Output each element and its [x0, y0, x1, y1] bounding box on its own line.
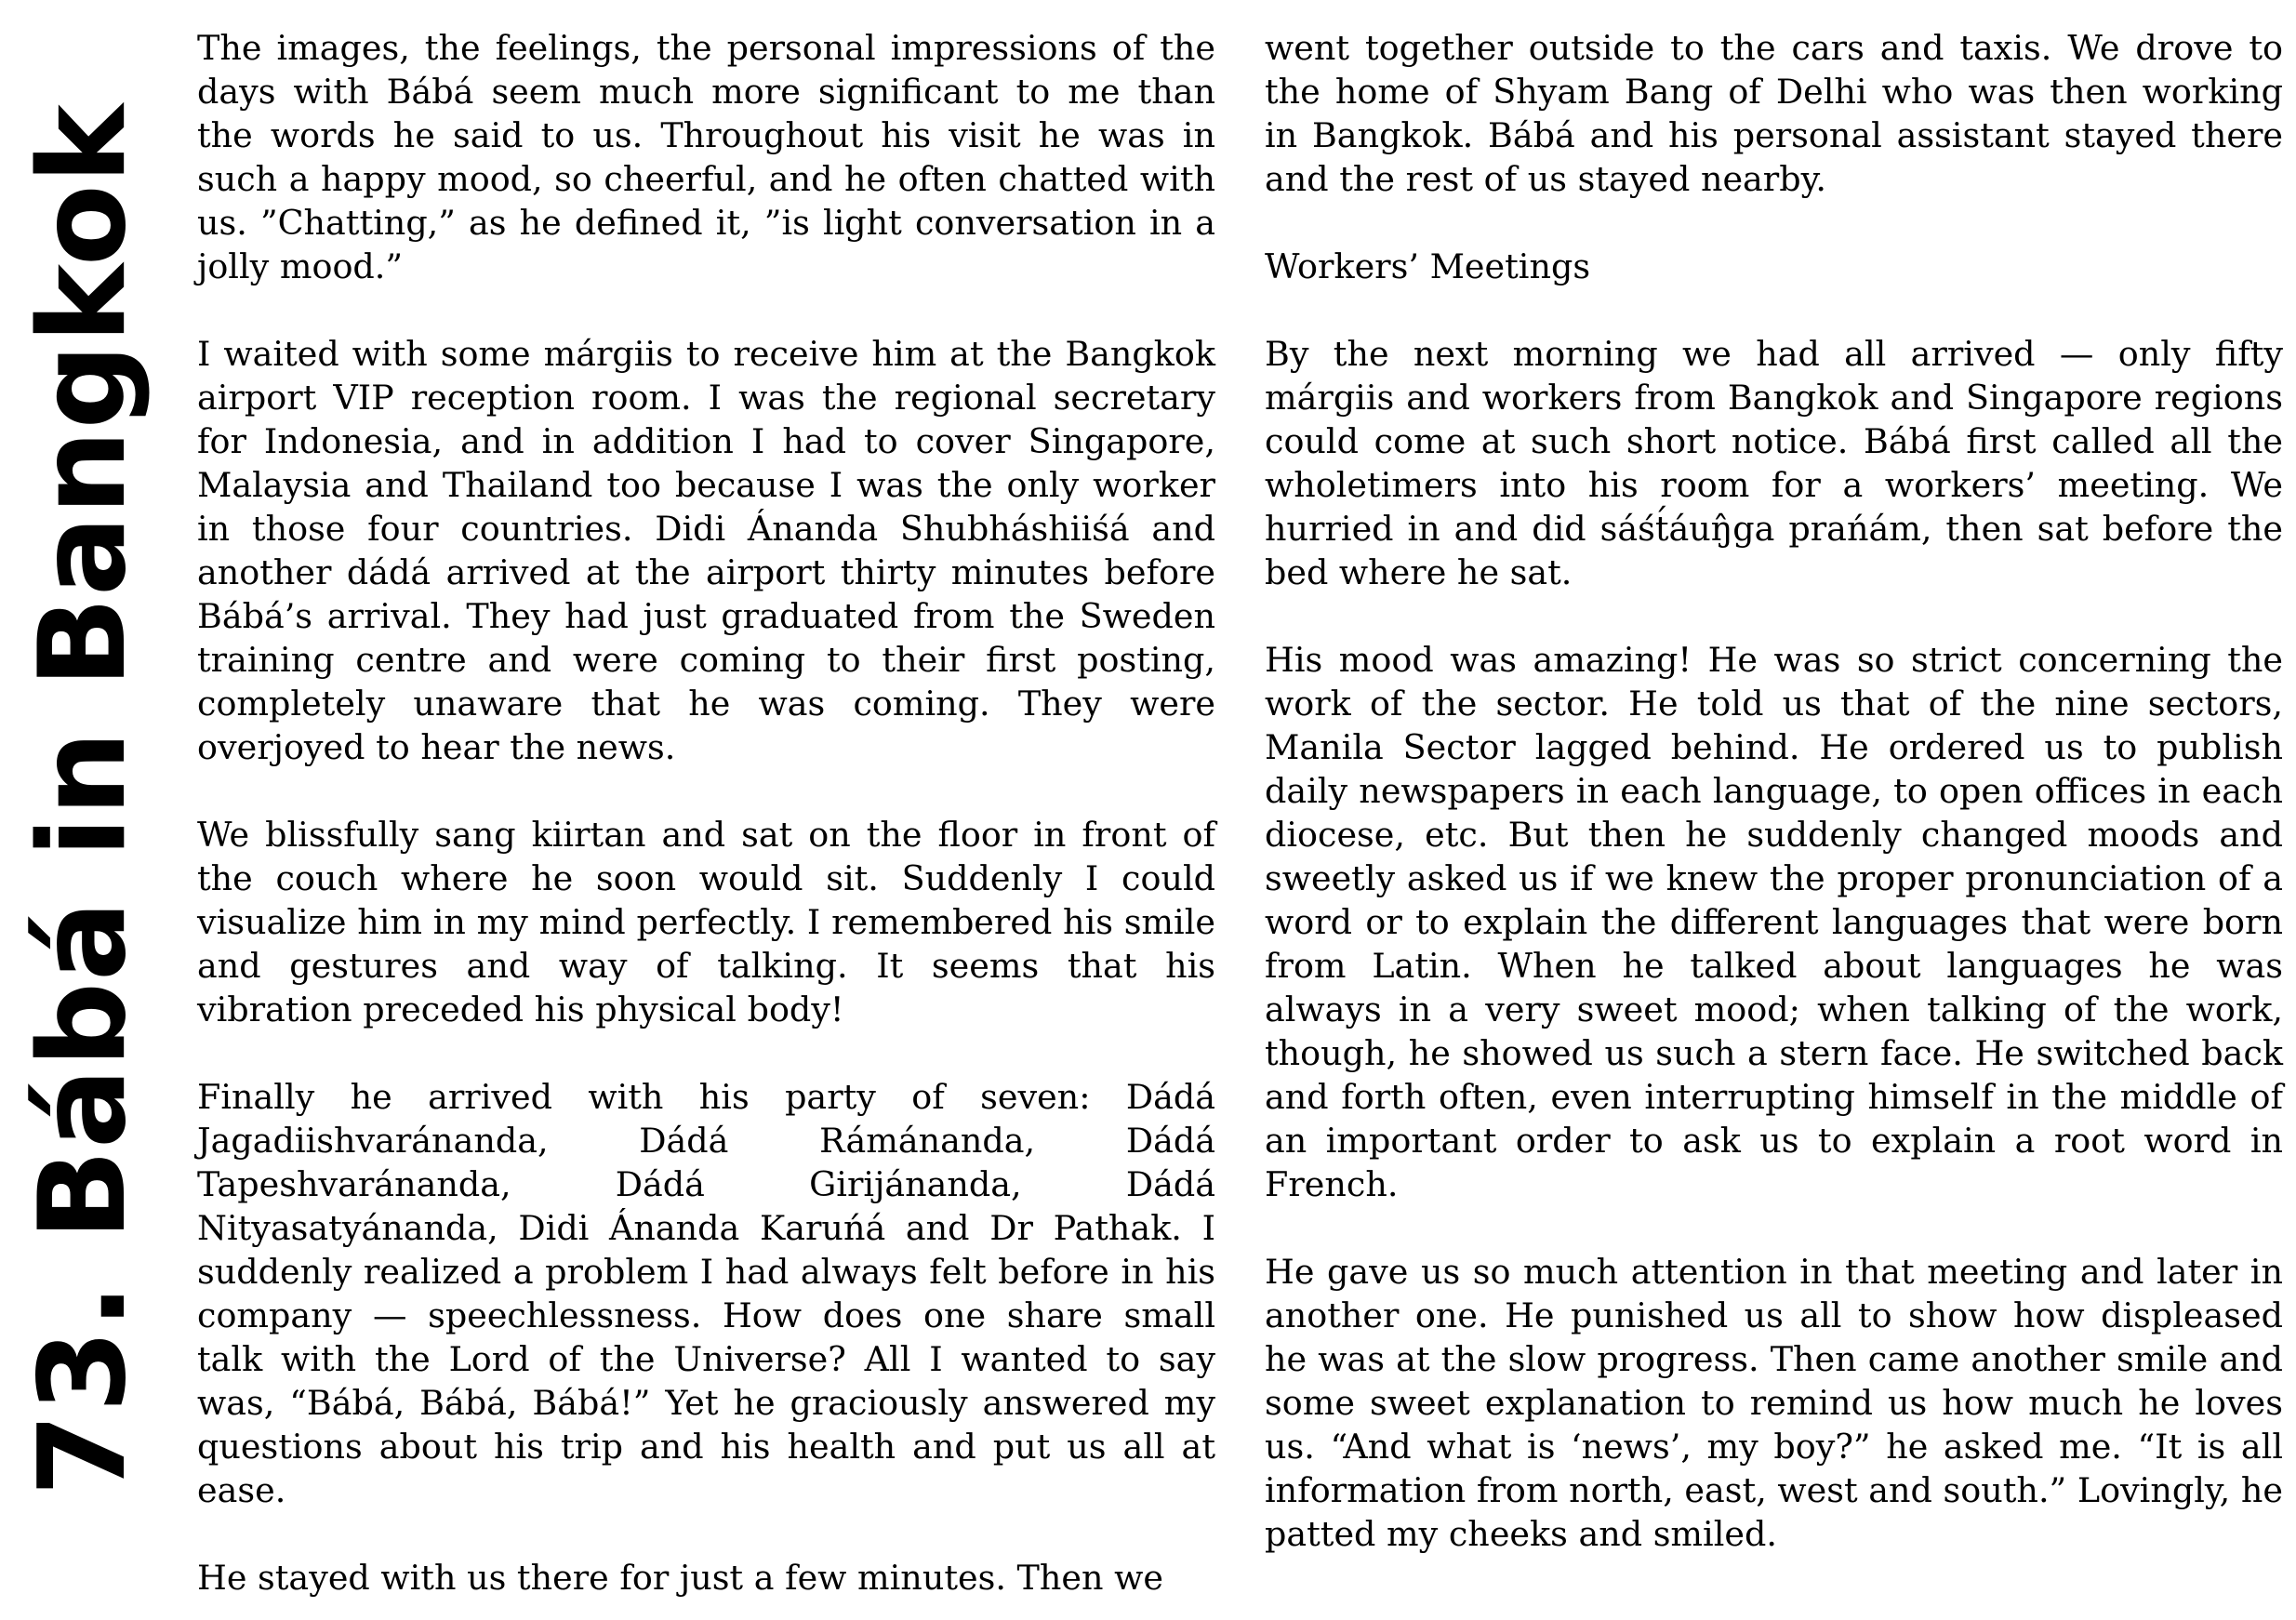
section-heading: Workers’ Meetings [1265, 246, 1591, 286]
paragraph-stayed: He stayed with us there for just a few minutes. Then we [197, 1558, 1163, 1598]
right-column [1265, 26, 2283, 1556]
paragraph-kiirtan: We blissfully sang kiirtan and sat on the floor in front of the couch where he soon would sit. Suddenly I could visualize him in my mind perfectly. I remembered his smile and gestures and way of talking. It seems that his vibration preceded his physical body! [197, 815, 1215, 1029]
chapter-title: 73. Bábá in Bangkok [14, 103, 153, 1496]
paragraph-attention: He gave us so much attention in that meeting and later in another one. He punished us all to show how displeased he was at the slow progress. Then came another smile and some sweet explanation to remind us how much he loves us. “And what is ‘news’, my boy?” he asked me. “It is all information from north, east, west and south.” Lovingly, he patted my cheeks and smiled. [1265, 1252, 2283, 1554]
paragraph-airport: I waited with some márgiis to receive him at the Bangkok airport VIP reception room. I was the regional secretary for Indonesia, and in addition I had to cover Singapore, Malaysia and Thailand too because I was the only worker in those four countries. Didi Ánanda Shubháshiiśá and another dádá arrived at the airport thirty minutes before Bábá’s arrival. They had just graduated from the Sweden training centre and were coming to their first posting, completely unaware that he was coming. They were overjoyed to hear the news. [197, 334, 1215, 767]
paragraph-next-morning: By the next morning we had all arrived — only fifty márgiis and workers from Bangkok and Singapore regions could come at such short notice. Bábá first called all the wholetimers into his room for a workers’ meeting. We hurried in and did sáśt́áuŋ̂ga prańám, then sat before the bed where he sat. [1265, 334, 2283, 592]
paragraph-continuation: went together outside to the cars and taxis. We drove to the home of Shyam Bang of Delhi who was then working in Bangkok. Bábá and his personal assistant stayed there and the rest of us stayed nearby. [1265, 28, 2283, 199]
paragraph-impressions: The images, the feelings, the personal impressions of the days with Bábá seem much more significant to me than the words he said to us. Throughout his visit he was in such a happy mood, so cheerful, and he often chatted with us. ”Chatting,” as he defined it, ”is light conversation in a jolly mood.” [197, 28, 1215, 286]
paragraph-arrival: Finally he arrived with his party of seven: Dádá Jagadiishvaránanda, Dádá Rámánanda, Dádá Tapeshvaránanda, Dádá Girijánanda, Dádá Nityasatyánanda, Didi Ánanda Karuńá and Dr Pathak. I suddenly realized a problem I had always felt before in his company — speechlessness. How does one share small talk with the Lord of the Universe? All I wanted to say was, “Bábá, Bábá, Bábá!” Yet he graciously answered my questions about his trip and his health and put us all at ease. [197, 1077, 1215, 1510]
left-column [197, 26, 1215, 1600]
paragraph-mood: His mood was amazing! He was so strict concerning the work of the sector. He told us that of the nine sectors, Manila Sector lagged behind. He ordered us to publish daily newspapers in each language, to open offices in each diocese, etc. But then he suddenly changed moods and sweetly asked us if we knew the proper pronunciation of a word or to explain the different languages that were born from Latin. When he talked about languages he was always in a very sweet mood; when talking of the work, though, he showed us such a stern face. He switched back and forth often, even interrupting himself in the middle of an important order to ask us to explain a root word in French. [1265, 640, 2283, 1204]
chapter-title-band [0, 0, 167, 1620]
